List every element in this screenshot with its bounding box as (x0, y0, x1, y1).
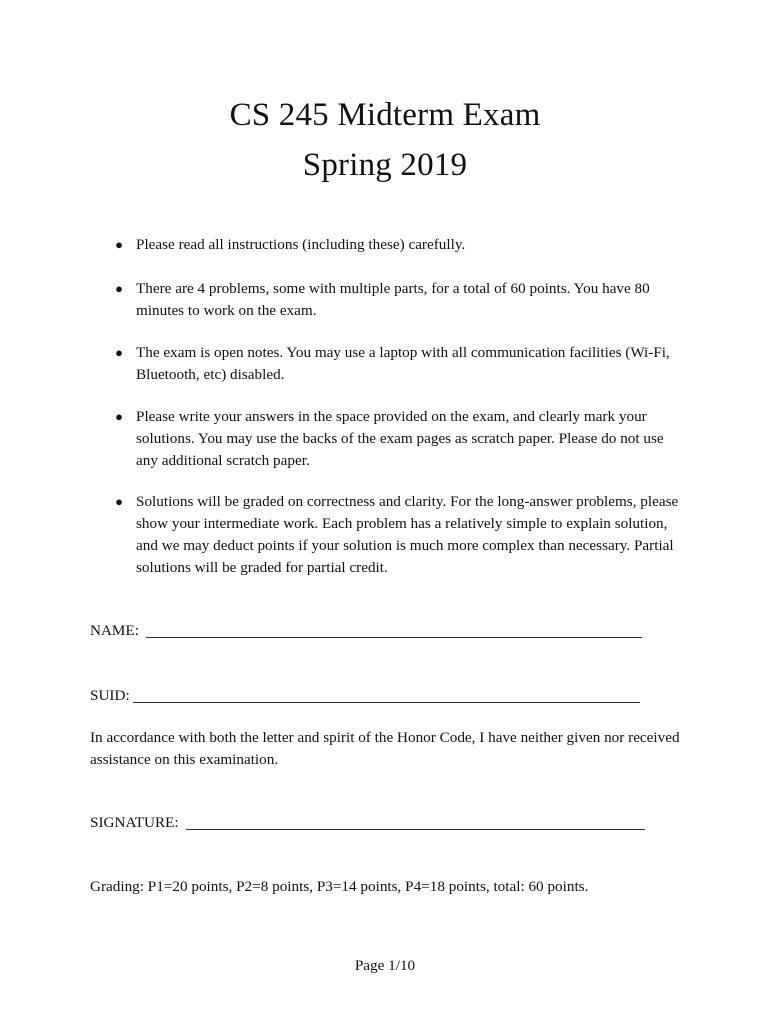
instruction-line: The exam is open notes. You may use a laptop with all communication facilities (Wi-Fi, (136, 344, 670, 361)
exam-title: CS 245 Midterm Exam (229, 97, 541, 133)
instruction-line: Please read all instructions (including these) carefully. (136, 236, 466, 253)
honor-code-line: assistance on this examination. (90, 751, 279, 768)
instruction-line: and we may deduct points if your solution is much more complex than necessary. Partial (136, 537, 674, 554)
instruction-line: Bluetooth, etc) disabled. (136, 366, 285, 383)
instruction-line: show your intermediate work. Each problem has a relatively simple to explain solution, (136, 515, 668, 532)
honor-code-statement (90, 727, 710, 771)
name-field[interactable] (146, 637, 642, 638)
instruction-item (136, 406, 696, 472)
bullet-icon: ● (115, 237, 123, 252)
instruction-line: solutions will be graded for partial credit. (136, 559, 388, 576)
instruction-item (136, 278, 696, 322)
instruction-item (136, 234, 696, 256)
honor-code-line: In accordance with both the letter and spirit of the Honor Code, I have neither given nor received (90, 729, 680, 746)
instruction-line: Solutions will be graded on correctness and clarity. For the long-answer problems, please (136, 493, 679, 510)
instruction-line: Please write your answers in the space provided on the exam, and clearly mark your (136, 408, 647, 425)
instruction-line: There are 4 problems, some with multiple parts, for a total of 60 points. You have 80 (136, 280, 650, 297)
bullet-icon: ● (115, 409, 123, 424)
suid-label: SUID: (90, 687, 130, 704)
instruction-line: solutions. You may use the backs of the exam pages as scratch paper. Please do not use (136, 430, 664, 447)
instruction-line: any additional scratch paper. (136, 452, 310, 469)
page-number: Page 1/10 (354, 957, 416, 974)
instruction-item (136, 491, 696, 579)
name-label: NAME: (90, 622, 139, 639)
signature-label: SIGNATURE: (90, 814, 179, 831)
bullet-icon: ● (115, 281, 123, 296)
signature-field[interactable] (186, 829, 645, 830)
instruction-line: minutes to work on the exam. (136, 302, 317, 319)
instruction-item (136, 342, 696, 386)
bullet-icon: ● (115, 494, 123, 509)
exam-term: Spring 2019 (302, 147, 468, 183)
bullet-icon: ● (115, 345, 123, 360)
grading-summary: Grading: P1=20 points, P2=8 points, P3=14 points, P4=18 points, total: 60 points. (90, 878, 589, 895)
suid-field[interactable] (133, 702, 640, 703)
